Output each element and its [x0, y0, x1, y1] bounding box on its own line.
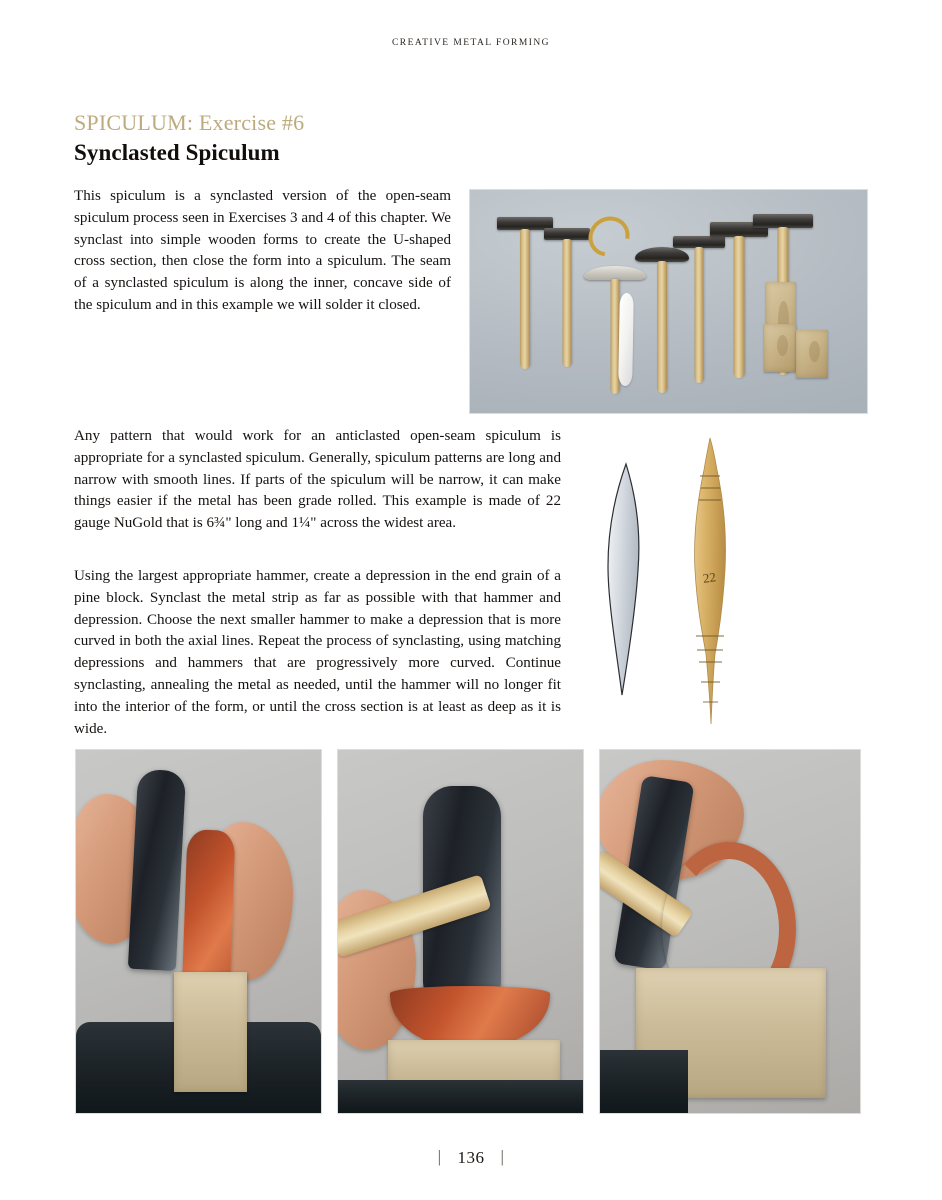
hammer-6 [723, 222, 755, 378]
hammer-2 [552, 228, 582, 368]
white-spiculum-pattern [618, 293, 634, 386]
hammer-6-handle [734, 236, 745, 378]
hammer-2-handle [563, 239, 572, 367]
hammer-5-handle [695, 247, 704, 383]
running-head: CREATIVE METAL FORMING [392, 38, 550, 48]
folio-rule-right: | [500, 1147, 505, 1166]
photo-content [76, 750, 321, 1113]
wooden-forming-block-2 [764, 324, 796, 372]
synclasting-step-1-photo [76, 750, 321, 1113]
synclasting-step-3-photo [600, 750, 860, 1113]
nugold-gauge-marking: 22 [701, 569, 717, 586]
bench-base [338, 1080, 583, 1113]
synclasting-step-2-photo [338, 750, 583, 1113]
folio [0, 1148, 942, 1168]
hammer-3-head [584, 266, 646, 280]
bench-base [600, 1050, 688, 1113]
exercise-label: SPICULUM: Exercise #6 [74, 110, 305, 135]
hammer-1-handle [520, 229, 530, 369]
hammer-5 [685, 236, 713, 384]
photo-content [600, 750, 860, 1113]
photo-content [338, 750, 583, 1113]
page-title: Synclasted Spiculum [74, 140, 280, 165]
pine-block-front [174, 972, 247, 1092]
wooden-forming-block-3 [796, 330, 828, 378]
hammer-1 [508, 217, 542, 367]
hammer-4 [647, 247, 677, 391]
body-paragraph-1: This spiculum is a synclasted version of the open-seam spiculum process seen in Exercises 3 and 4 of this chapter. We synclast into simple wooden forms to create the U-shaped cross section, then close the form into a spiculum. The seam of a synclasted spiculum is along the inner, concave side of the spiculum and in this example we will solder it closed. [74, 188, 451, 313]
folio-rule-left: | [437, 1147, 442, 1166]
hammer-4-head [635, 247, 689, 262]
silver-spiculum-pattern [600, 462, 648, 697]
hammer-7-head [753, 214, 813, 228]
photo-content [470, 190, 867, 413]
page-number: 136 [457, 1148, 485, 1167]
body-paragraph-3: Using the largest appropriate hammer, create a depression in the end grain of a pine block. Synclast the metal strip as far as possible with that hammer and depression. Choose the next smaller hammer to make a depression that is more curved in both the axial lines. Repeat the process of synclasting, using matching depressions and hammers that are progressively more curved. Continue synclasting, annealing the metal as needed, until the hammer will no longer fit into the interior of the form, or until the cross section is at least as deep as it is wide. [74, 568, 561, 737]
nugold-spiculum-blank [687, 436, 733, 726]
hammer-4-handle [657, 261, 667, 393]
body-paragraph-2: Any pattern that would work for an anticlasted open-seam spiculum is appropriate for a synclasted spiculum. Generally, spiculum patterns are long and narrow with smooth lines. If parts of the spiculum will be narrow, it can make things easier if the metal has been grade rolled. This example is made of 22 gauge NuGold that is 6¾" long and 1¼" across the widest area. [74, 428, 561, 532]
hammers-and-wooden-forms-photo [470, 190, 867, 413]
